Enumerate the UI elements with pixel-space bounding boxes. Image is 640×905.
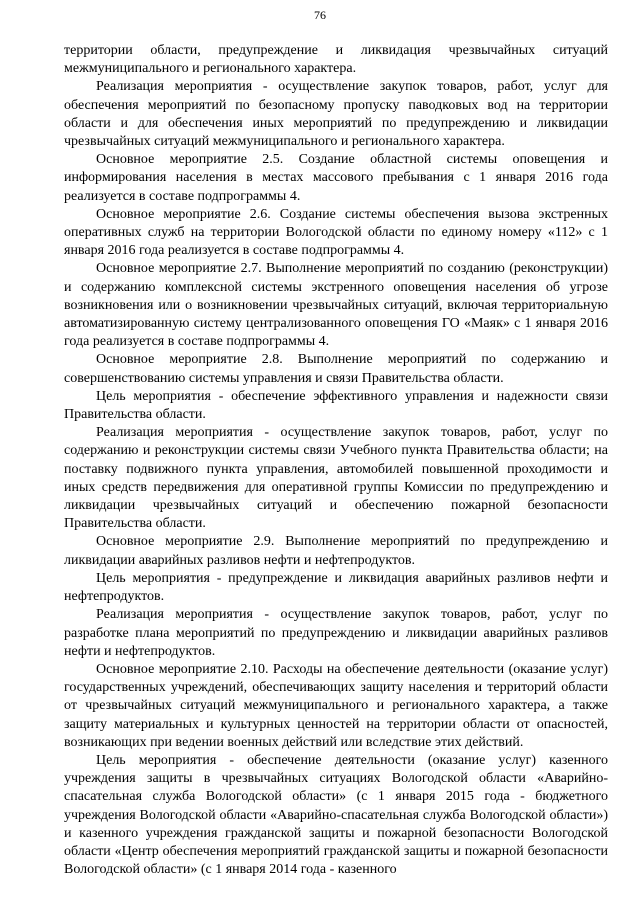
- paragraph-7: Цель мероприятия - обеспечение эффективного управления и надежности связи Правительства области.: [64, 388, 608, 423]
- page-number: 76: [314, 8, 326, 22]
- paragraph-8: Реализация мероприятия - осуществление закупок товаров, работ, услуг по содержанию и реконструкции системы связи Учебного пункта Правительства области; на поставку подвижного пункта управления, автомобилей повышенной проходимости и иных средств передвижения для оперативной группы Комиссии по предупреждению и ликвидации чрезвычайных ситуаций и обеспечению пожарной безопасности Правительства области.: [64, 425, 608, 532]
- paragraph-12: Основное мероприятие 2.10. Расходы на обеспечение деятельности (оказание услуг) государственных учреждений, обеспечивающих защиту населения и территорий области от чрезвычайных ситуаций межмуниципального и регионального характера, а также защиту материальных и культурных ценностей на территории области от опасностей, возникающих при ведении военных действий или вследствие этих действий.: [64, 661, 608, 750]
- paragraph-1: территории области, предупреждение и ликвидация чрезвычайных ситуаций межмуниципального и регионального характера.: [64, 43, 608, 77]
- paragraph-5: Основное мероприятие 2.7. Выполнение мероприятий по созданию (реконструкции) и содержанию комплексной системы экстренного оповещения населения об угрозе возникновения или о возникновении чрезвычайных ситуаций, включая территориальную автоматизированную систему централизованного оповещения ГО «Маяк» с 1 января 2016 года реализуется в составе подпрограммы 4.: [64, 261, 608, 350]
- paragraph-4: Основное мероприятие 2.6. Создание системы обеспечения вызова экстренных оперативных служб на территории Вологодской области по единому номеру «112» с 1 января 2016 года реализуется в составе подпрограммы 4.: [64, 206, 608, 259]
- paragraph-3: Основное мероприятие 2.5. Создание областной системы оповещения и информирования населения в местах массового пребывания с 1 января 2016 года реализуется в составе подпрограммы 4.: [64, 152, 608, 204]
- paragraph-11: Реализация мероприятия - осуществление закупок товаров, работ, услуг по разработке плана мероприятий по предупреждению и ликвидации аварийных разливов нефти и нефтепродуктов.: [64, 607, 608, 659]
- paragraph-6: Основное мероприятие 2.8. Выполнение мероприятий по содержанию и совершенствованию системы управления и связи Правительства области.: [64, 352, 608, 386]
- document-body: [64, 42, 608, 879]
- paragraph-9: Основное мероприятие 2.9. Выполнение мероприятий по предупреждению и ликвидации аварийных разливов нефти и нефтепродуктов.: [64, 534, 608, 568]
- paragraph-10: Цель мероприятия - предупреждение и ликвидация аварийных разливов нефти и нефтепродуктов.: [64, 570, 608, 605]
- paragraph-13: Цель мероприятия - обеспечение деятельности (оказание услуг) казенного учреждения защиты в чрезвычайных ситуациях Вологодской области «Аварийно-спасательная служба Вологодской области» (с 1 января 2015 года - бюджетного учреждения Вологодской области «Аварийно-спасательная служба Вологодской области») и казенного учреждения гражданской защиты и пожарной безопасности Вологодской области «Центр обеспечения мероприятий гражданской защиты и пожарной безопасности Вологодской области» (с 1 января 2014 года - казенного: [64, 752, 608, 878]
- paragraph-2: Реализация мероприятия - осуществление закупок товаров, работ, услуг для обеспечения мероприятий по безопасному пропуску паводковых вод на территории области и для обеспечения иных мероприятий по предупреждению и ликвидации чрезвычайных ситуаций межмуниципального и регионального характера.: [64, 79, 608, 150]
